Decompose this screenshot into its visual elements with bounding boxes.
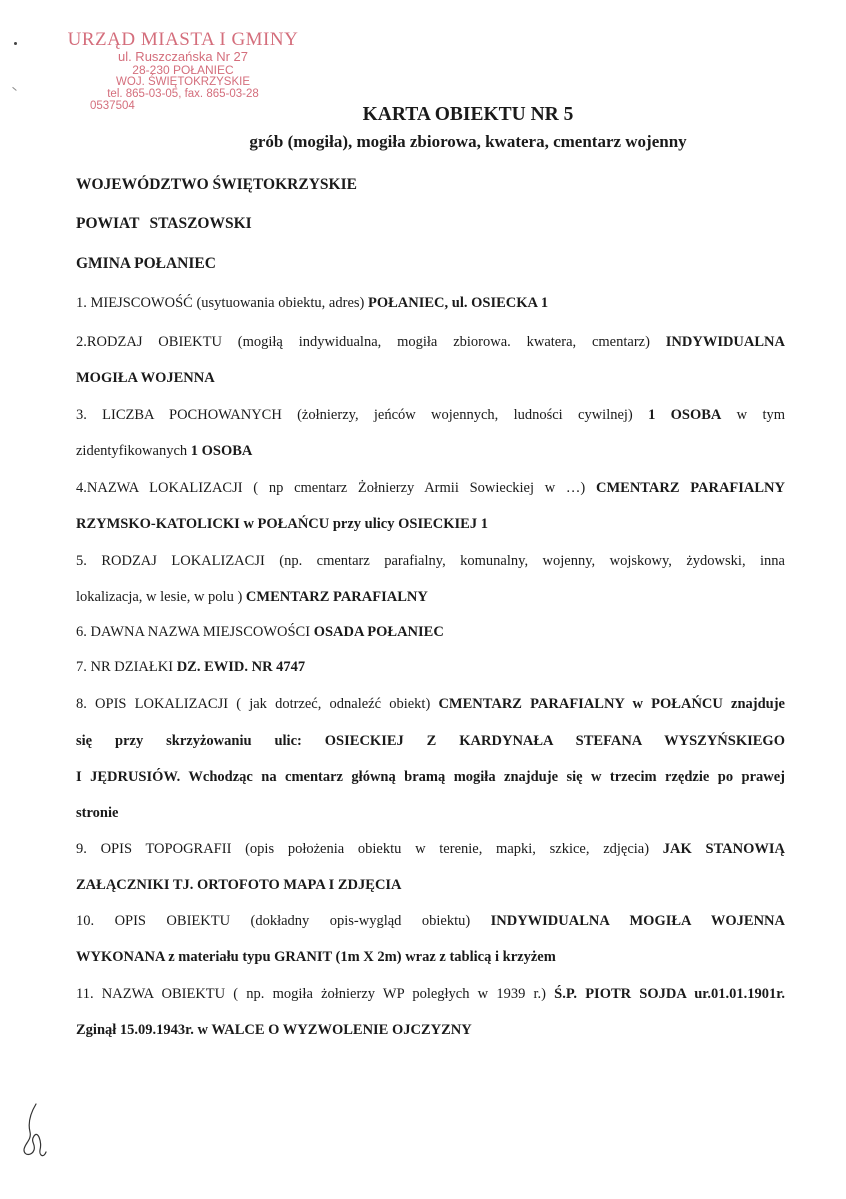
field-10-continuation — [76, 939, 785, 975]
field-9-value-b: ZAŁĄCZNIKI TJ. ORTOFOTO MAPA I ZDJĘCIA — [76, 877, 402, 893]
field-7-label: 7. NR DZIAŁKI — [76, 659, 177, 675]
field-2-value-a: INDYWIDUALNA — [665, 334, 785, 350]
office-stamp — [58, 30, 308, 112]
field-8-location-description — [76, 686, 785, 722]
field-1-label: 1. MIEJSCOWOŚĆ (usytuowania obiektu, adres) — [76, 295, 368, 311]
field-3-label: 3. LICZBA POCHOWANYCH (żołnierzy, jeńców wojennych, ludności cywilnej) — [76, 407, 649, 423]
scan-mark — [10, 87, 16, 93]
field-11-continuation — [76, 1012, 785, 1048]
field-2-value-b: MOGIŁA WOJENNA — [76, 370, 215, 386]
county-value: STASZOWSKI — [149, 215, 252, 232]
field-8-value-d: stronie — [76, 805, 119, 821]
field-9-value-a: JAK STANOWIĄ — [662, 841, 786, 857]
field-10-value-b: WYKONANA z materiału typu GRANIT (1m X 2m) wraz z tablicą i krzyżem — [76, 949, 556, 965]
field-10-object-description — [76, 903, 785, 939]
field-4-value-b: RZYMSKO-KATOLICKI w POŁAŃCU przy ulicy OSIECKIEJ 1 — [76, 516, 488, 532]
field-11-value-a: Ś.P. PIOTR SOJDA ur.01.01.1901r. — [554, 986, 785, 1002]
field-8-line-4 — [76, 795, 785, 831]
field-1-value: POŁANIEC, ul. OSIECKA 1 — [367, 295, 549, 311]
field-8-label: 8. OPIS LOKALIZACJI ( jak dotrzeć, odnaleźć obiekt) — [76, 696, 439, 712]
field-8-value-a: CMENTARZ PARAFIALNY w POŁAŃCU znajduje — [438, 696, 785, 712]
field-8-value-c: I JĘDRUSIÓW. Wchodząc na cmentarz główną bramą mogiła znajduje się w trzecim rzędzie po prawej — [76, 769, 785, 785]
field-8-value-b: się przy skrzyżowaniu ulic: OSIECKIEJ Z KARDYNAŁA STEFANA WYSZYŃSKIEGO — [76, 733, 785, 749]
field-10-value-a: INDYWIDUALNA MOGIŁA WOJENNA — [490, 913, 785, 929]
handwritten-initials — [18, 1100, 52, 1160]
field-9-continuation — [76, 867, 785, 903]
field-8-line-2 — [76, 723, 785, 759]
stamp-street: ul. Ruszczańska Nr 27 — [117, 48, 249, 64]
field-3-buried-count — [76, 397, 785, 433]
field-10-label: 10. OPIS OBIEKTU (dokładny opis-wygląd obiektu) — [76, 913, 491, 929]
stamp-postal: 28-230 POŁANIEC — [132, 62, 234, 77]
field-5-value: CMENTARZ PARAFIALNY — [245, 589, 428, 605]
field-5-label: 5. RODZAJ LOKALIZACJI (np. cmentarz parafialny, komunalny, wojenny, wojskowy, żydowski, inna — [76, 553, 785, 569]
field-7-plot-number — [76, 649, 785, 685]
field-4-value-a: CMENTARZ PARAFIALNY — [595, 480, 785, 496]
field-7-value: DZ. EWID. NR 4747 — [176, 659, 306, 675]
field-11-label: 11. NAZWA OBIEKTU ( np. mogiła żołnierzy WP poległych w 1939 r.) — [76, 986, 555, 1002]
voivodeship: WOJEWÓDZTWO ŚWIĘTOKRZYSKIE — [76, 176, 357, 193]
stamp-phones: tel. 865-03-05, fax. 865-03-28 — [107, 88, 259, 101]
document-title: KARTA OBIEKTU NR 5 — [362, 104, 574, 125]
field-4-label: 4.NAZWA LOKALIZACJI ( np cmentarz Żołnierzy Armii Sowieckiej w …) — [76, 480, 596, 496]
field-2-continuation — [76, 360, 785, 396]
field-3-identified — [76, 433, 785, 469]
field-2-object-type — [76, 324, 785, 360]
field-5-continuation — [76, 579, 785, 615]
county-label: POWIAT — [76, 215, 140, 232]
field-1-locality — [76, 285, 785, 321]
stamp-code: 0537504 — [90, 100, 135, 113]
field-9-label: 9. OPIS TOPOGRAFII (opis położenia obiektu w terenie, mapki, szkice, zdjęcia) — [76, 841, 663, 857]
stamp-region: WOJ. ŚWIĘTOKRZYSKIE — [116, 76, 250, 89]
field-5-label-b: lokalizacja, w lesie, w polu ) — [76, 589, 246, 605]
field-11-object-name — [76, 976, 785, 1012]
field-8-line-3 — [76, 759, 785, 795]
county — [76, 215, 252, 233]
field-6-former-name — [76, 614, 785, 650]
field-3-value: 1 OSOBA — [648, 407, 722, 423]
field-5-location-type — [76, 543, 785, 579]
field-3-value-b: 1 OSOBA — [190, 443, 253, 459]
stamp-name: URZĄD MIASTA I GMINY — [67, 29, 299, 50]
commune: GMINA POŁANIEC — [76, 255, 216, 272]
field-6-label: 6. DAWNA NAZWA MIEJSCOWOŚCI — [76, 624, 314, 640]
field-4-continuation — [76, 506, 785, 542]
document-subtitle: grób (mogiła), mogiła zbiorowa, kwatera, cmentarz wojenny — [249, 132, 687, 151]
field-3-mid: w tym — [721, 407, 785, 423]
field-3-label-b: zidentyfikowanych — [76, 443, 191, 459]
field-9-topography — [76, 831, 785, 867]
field-11-value-b: Zginął 15.09.1943r. w WALCE O WYZWOLENIE OJCZYZNY — [76, 1022, 472, 1038]
field-2-label: 2.RODZAJ OBIEKTU (mogiłą indywidualna, mogiła zbiorowa. kwatera, cmentarz) — [76, 334, 666, 350]
punch-mark — [14, 42, 17, 45]
field-6-value: OSADA POŁANIEC — [313, 624, 444, 640]
field-4-location-name — [76, 470, 785, 506]
